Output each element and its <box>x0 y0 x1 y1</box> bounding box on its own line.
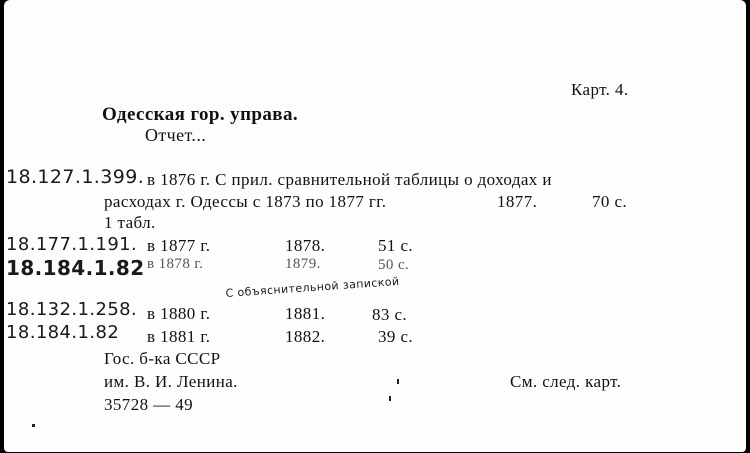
entry-1-line-1: в 1876 г. С прил. сравнительной таблицы о доходах и <box>147 170 552 189</box>
speck <box>32 424 35 427</box>
shelfmark-1: 18.127.1.399. <box>6 166 145 188</box>
entry-2-pages: 51 с. <box>378 236 414 255</box>
entry-4-year: в 1880 г. <box>147 304 211 323</box>
entry-1-pub-year: 1877. <box>497 192 538 211</box>
see-next-card: См. след. карт. <box>510 372 622 391</box>
entry-5-pages: 39 с. <box>378 327 414 346</box>
shelfmark-2: 18.177.1.191. <box>6 234 138 255</box>
entry-3-pages: 50 с. <box>378 257 410 273</box>
speck <box>389 396 391 401</box>
catalog-card <box>4 0 746 452</box>
speck <box>397 379 399 384</box>
catalog-number: 35728 — 49 <box>104 395 193 414</box>
entry-3-year: в 1878 г. <box>147 256 204 272</box>
entry-3-pub-year: 1879. <box>285 256 321 272</box>
shelfmark-3: 18.184.1.82 <box>6 256 145 280</box>
entry-2-pub-year: 1878. <box>285 236 326 255</box>
entry-5-pub-year: 1882. <box>285 327 326 346</box>
entry-1-pages: 70 с. <box>592 192 628 211</box>
header-subtitle: Отчет... <box>145 125 207 145</box>
header-title: Одесская гор. управа. <box>102 104 299 125</box>
card-number: Карт. 4. <box>571 80 629 99</box>
shelfmark-5: 18.184.1.82 <box>6 322 120 343</box>
entry-4-pub-year: 1881. <box>285 304 326 323</box>
entry-2-year: в 1877 г. <box>147 236 211 255</box>
entry-4-pages: 83 с. <box>372 305 408 324</box>
entry-5-year: в 1881 г. <box>147 327 211 346</box>
shelfmark-4: 18.132.1.258. <box>6 299 138 320</box>
entry-1-extra: 1 табл. <box>104 213 156 232</box>
entry-1-line-2: расходах г. Одессы с 1873 по 1877 гг. <box>104 192 387 211</box>
library-line-1: Гос. б-ка СССР <box>104 349 221 368</box>
handwritten-annotation: С объяснительной запиской <box>225 274 400 300</box>
library-line-2: им. В. И. Ленина. <box>104 372 238 391</box>
